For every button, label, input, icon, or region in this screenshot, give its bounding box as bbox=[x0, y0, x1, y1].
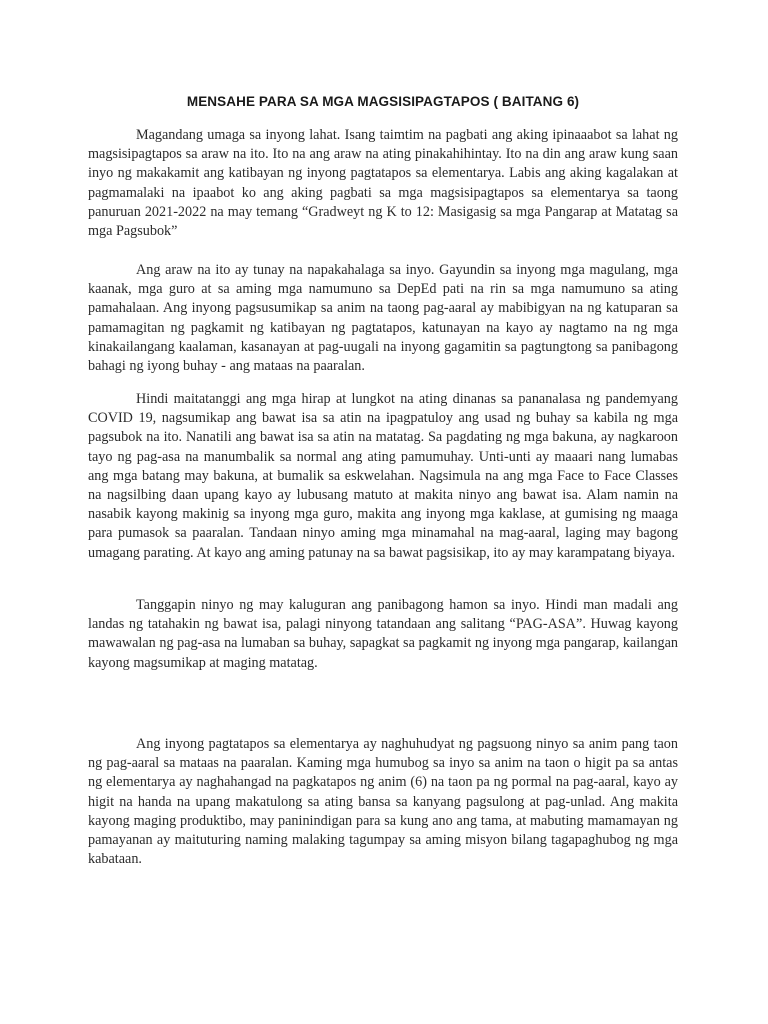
paragraph-importance: Ang araw na ito ay tunay na napakahalaga sa inyo. Gayundin sa inyong mga magulang, mga kaanak, mga guro at sa aming mga namumuno sa DepEd pati na rin sa mga namumuno sa ating pamahalaan. Ang inyong pagsusumikap sa anim na taong pag-aaral ay mabibigyan na ng katuparan sa pamamagitan ng pagkamit ng katibayan ng pagtatapos, katunayan na kayo ay nagtamo na ng mga kinakailangang kaalaman, kasanayan at pag-uugali na inyong gagamitin sa pagtungtong sa panibagong bahagi ng iyong buhay - ang mataas na paaralan. bbox=[88, 262, 678, 375]
paragraph-greeting: Magandang umaga sa inyong lahat. Isang taimtim na pagbati ang aking ipinaaabot sa lahat ng magsisipagtapos sa araw na ito. Ito na ang araw na ating pinakahihintay. Ito na din ang araw kung saan inyo ng makakamit ang katibayan ng inyong pagtatapos sa elementarya. Labis ang aking kagalakan at pagmamalaki na ipaabot ko ang aking pagbati sa mga magsisipagtapos sa elementarya sa taong panuruan 2021-2022 na may temang “Gradweyt ng K to 12: Masigasig sa mga Pangarap at Matatag sa mga Pagsubok” bbox=[88, 127, 678, 240]
document-title: MENSAHE PARA SA MGA MAGSISIPAGTAPOS ( BAITANG 6) bbox=[186, 94, 580, 109]
paragraph-hope: Tanggapin ninyo ng may kaluguran ang panibagong hamon sa inyo. Hindi man madali ang landas ng tatahakin ng bawat isa, palagi ninyong tatandaan ang salitang “PAG-ASA”. Huwag kayong mawawalan ng pag-asa na lumaban sa buhay, sapagkat sa pagkamit ng inyong mga pangarap, kailangan kayong magsumikap at maging matatag. bbox=[88, 597, 678, 671]
paragraph-graduation: Ang inyong pagtatapos sa elementarya ay naghuhudyat ng pagsuong ninyo sa anim pang taon ng pag-aaral sa mataas na paaralan. Kaming mga humubog sa inyo sa anim na taon o higit pa sa antas ng elementarya ay naghahangad na pagkatapos ng anim (6) na taon pa ng pormal na pag-aaral, kayo ay higit na handa na upang makatulong sa ating bansa sa kanyang pagsulong at pag-unlad. Ang makita kayong maging produktibo, may paninindigan para sa kung ano ang tama, at mabuting mamamayan ng pamayanan ay maituturing naming malaking tagumpay sa aming misyon bilang tagapaghubog ng mga kabataan. bbox=[88, 736, 678, 868]
paragraph-pandemic: Hindi maitatanggi ang mga hirap at lungkot na ating dinanas sa pananalasa ng pandemyang COVID 19, nagsumikap ang bawat isa sa atin na ipagpatuloy ang usad ng buhay sa kabila ng mga pagsubok na ito. Nanatili ang bawat isa sa atin na matatag. Sa pagdating ng mga bakuna, ay nagkaroon tayo ng pag-asa na manumbalik sa normal ang ating pamumuhay. Unti-unti ay maaari nang lumabas ang mga batang may bakuna, at bumalik sa eskwelahan. Nagsimula na ang mga Face to Face Classes na nagsilbing daan upang kayo ay lubusang matuto at makita ninyo ang bawat isa. Alam namin na nasabik kayong makinig sa inyong mga guro, makita ang inyong mga kaklase, at gumising ng maaga para pumasok sa paaralan. Tandaan ninyo aming mga minamahal na mag-aaral, laging may bagong umagang parating. At kayo ang aming patunay na sa bawat pagsisikap, ito ay may karampatang biyaya. bbox=[88, 391, 678, 561]
document-page bbox=[88, 0, 678, 1024]
